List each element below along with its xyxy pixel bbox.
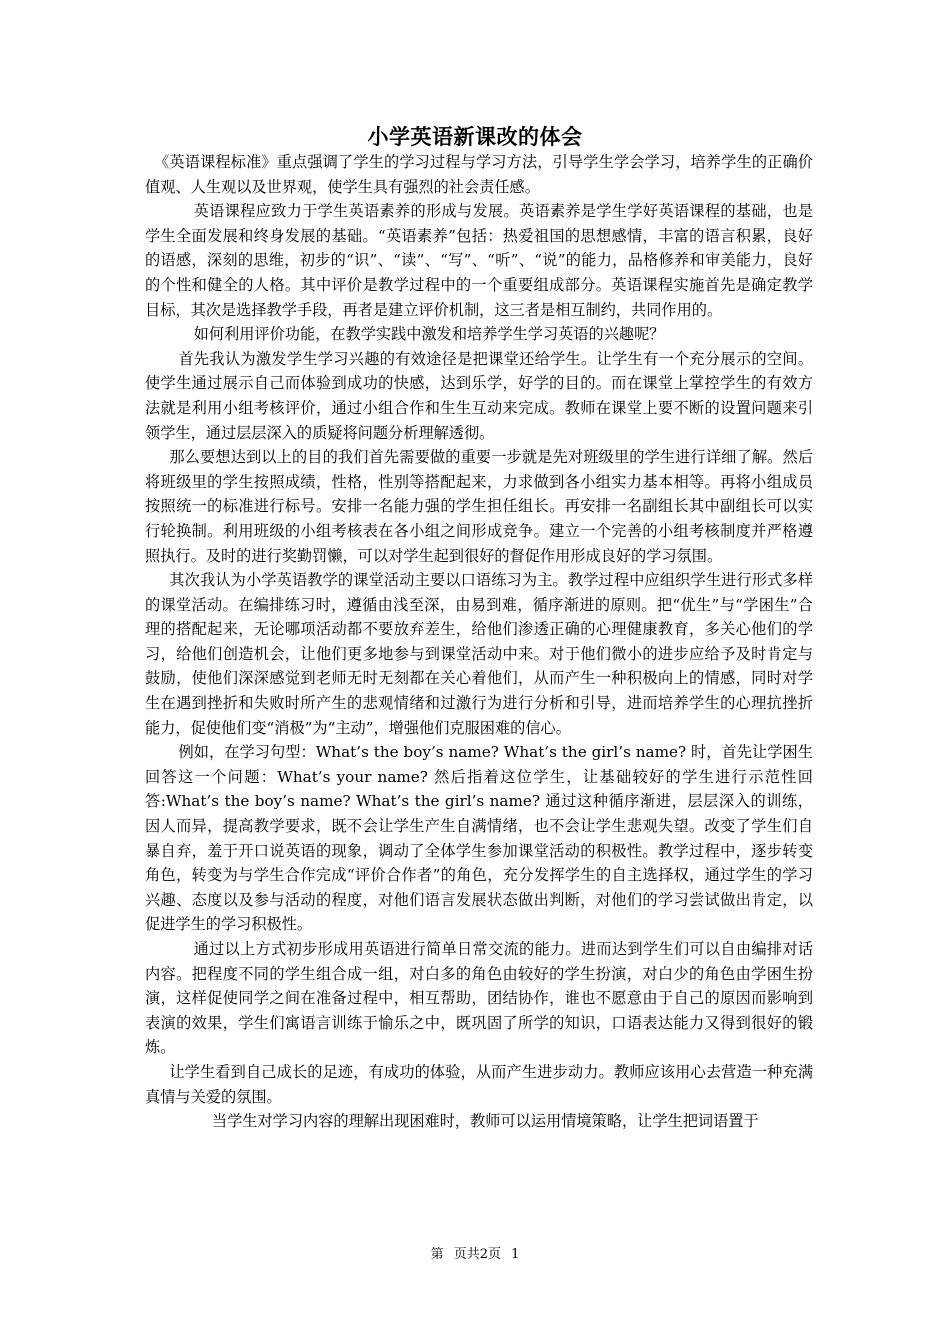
paragraph: 《英语课程标准》重点强调了学生的学习过程与学习方法，引导学生学会学习，培养学生的正确价值观、人生观以及世界观，使学生具有强烈的社会责任感。	[145, 153, 813, 196]
paragraph: 例如，在学习句型：What’s the boy’s name? What’s the girl’s name? 时，首先让学困生回答这一个问题：What’s your name? 然后指着这位学生，让基础较好的学生进行示范性回答:What’s the boy’s name? What’s the girl’s name? 通过这种循序渐进，层层深入的训练，因人而异，提高教学要求，既不会让学生产生自满情绪，也不会让学生悲观失望。改变了学生们自暴自弃，羞于开口说英语的现象，调动了全体学生参加课堂活动的积极性。教学过程中，逐步转变角色，转变为与学生合作完成“评价合作者”的角色，充分发挥学生的自主选择权，通过学生的学习兴趣、态度以及参与活动的程度，对他们语言发展状态做出判断，对他们的学习尝试做出肯定，以促进学生的学习积极性。	[145, 743, 813, 934]
footer-page-count: 页共2页	[453, 1247, 501, 1262]
paragraph: 如何利用评价功能，在教学实践中激发和培养学生学习英语的兴趣呢？	[193, 325, 665, 344]
paragraph: 其次我认为小学英语教学的课堂活动主要以口语练习为主。教学过程中应组织学生进行形式多样的课堂活动。在编排练习时，遵循由浅至深，由易到难，循序渐进的原则。把“优生”与“学困生”合理的搭配起来，无论哪项活动都不要放弃差生，给他们渗透正确的心理健康教育，多关心他们的学习，给他们创造机会，让他们更多地参与到课堂活动中来。对于他们微小的进步应给予及时肯定与鼓励，使他们深深感觉到老师无时无刻都在关心着他们，从而产生一种积极向上的情感，同时对学生在遇到挫折和失败时所产生的悲观情绪和过激行为进行分析和引导，进而培养学生的心理抗挫折能力，促使他们变“消极”为“主动”，增强他们克服困难的信心。	[145, 571, 813, 737]
paragraph: 让学生看到自己成长的足迹，有成功的体验，从而产生进步动力。教师应该用心去营造一种充满真情与关爱的氛围。	[145, 1062, 813, 1106]
paragraph: 英语课程应致力于学生英语素养的形成与发展。英语素养是学生学好英语课程的基础，也是学生全面发展和终身发展的基础。“英语素养”包括：热爱祖国的思想感情，丰富的语言积累，良好的语感，深刻的思维，初步的“识”、“读”、“写”、“听”、“说”的能力，品格修养和审美能力，良好的个性和健全的人格。其中评价是教学过程中的一个重要组成部分。英语课程实施首先是确定教学目标，其次是选择教学手段，再者是建立评价机制，这三者是相互制约，共同作用的。	[145, 202, 813, 319]
page-title: 小学英语新课改的体会	[367, 125, 583, 149]
page-footer	[0, 1246, 950, 1264]
paragraph: 首先我认为激发学生学习兴趣的有效途径是把课堂还给学生。让学生有一个充分展示的空间。使学生通过展示自己而体验到成功的快感，达到乐学，好学的目的。而在课堂上掌控学生的有效方法就是利用小组考核评价，通过小组合作和生生互动来完成。教师在课堂上要不断的设置问题来引领学生，通过层层深入的质疑将问题分析理解透彻。	[145, 349, 813, 442]
paragraph: 那么要想达到以上的目的我们首先需要做的重要一步就是先对班级里的学生进行详细了解。然后将班级里的学生按照成绩，性格，性别等搭配起来，力求做到各小组实力基本相等。再将小组成员按照统一的标准进行标号。安排一名能力强的学生担任组长。再安排一名副组长其中副组长可以实行轮换制。利用班级的小组考核表在各小组之间形成竞争。建立一个完善的小组考核制度并严格遵照执行。及时的进行奖勤罚懒，可以对学生起到很好的督促作用形成良好的学习氛围。	[145, 448, 813, 565]
paragraph: 当学生对学习内容的理解出现困难时，教师可以运用情境策略，让学生把词语置于	[211, 1112, 759, 1131]
paragraph: 通过以上方式初步形成用英语进行简单日常交流的能力。进而达到学生们可以自由编排对话内容。把程度不同的学生组合成一组，对白多的角色由较好的学生扮演，对白少的角色由学困生扮演，这样促使同学之间在准备过程中，相互帮助，团结协作，谁也不愿意由于自己的原因而影响到表演的效果，学生们寓语言训练于愉乐之中，既巩固了所学的知识，口语表达能力又得到很好的锻炼。	[145, 940, 813, 1057]
document-body	[145, 150, 813, 1134]
footer-prefix: 第	[430, 1247, 444, 1262]
footer-page-number: 1	[511, 1247, 520, 1262]
